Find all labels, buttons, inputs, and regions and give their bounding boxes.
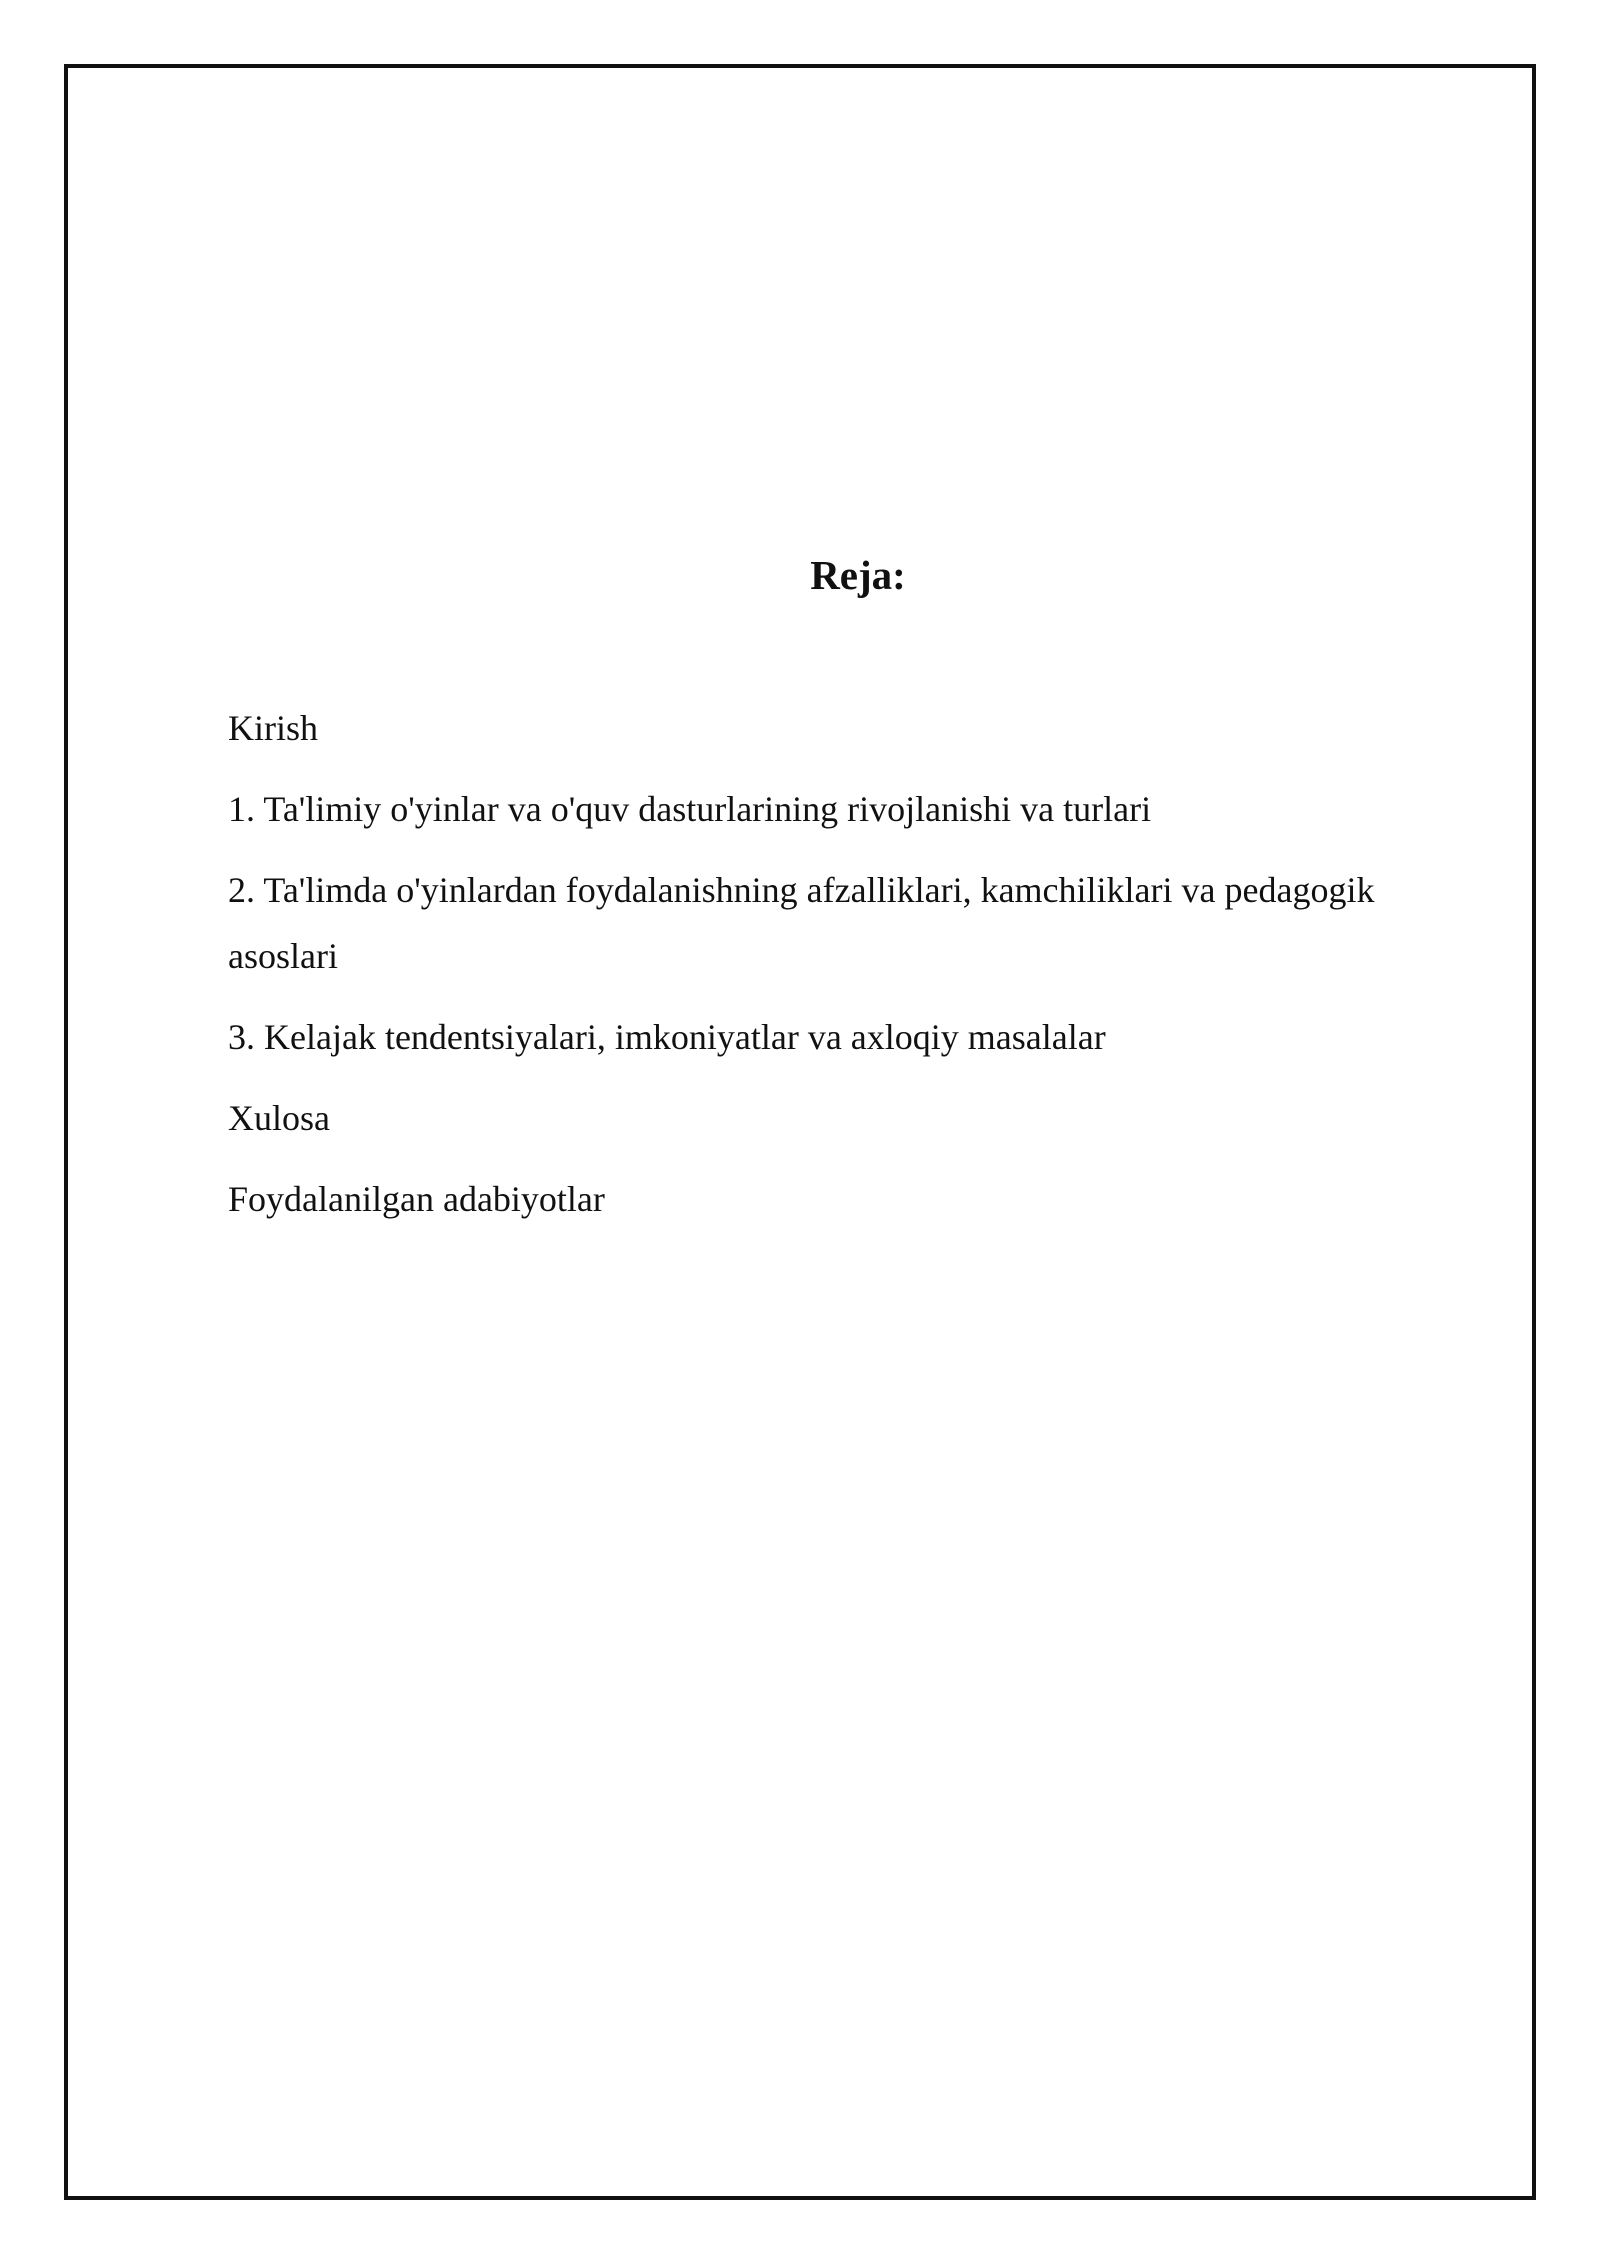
plan-item-chapter-1: 1. Ta'limiy o'yinlar va o'quv dasturlarining rivojlanishi va turlari: [228, 789, 1152, 829]
plan-item-chapter-3: 3. Kelajak tendentsiyalari, imkoniyatlar va axloqiy masalalar: [228, 1017, 1106, 1057]
plan-item-chapter-2: 2. Ta'limda o'yinlardan foydalanishning afzalliklari, kamchiliklari va pedagogik asoslari: [228, 870, 1375, 976]
plan-item-references: Foydalanilgan adabiyotlar: [228, 1179, 605, 1219]
plan-list: [228, 695, 1438, 1247]
plan-item-introduction: Kirish: [228, 708, 318, 748]
plan-title: Reja:: [810, 552, 906, 598]
plan-item-conclusion: Xulosa: [228, 1098, 330, 1138]
